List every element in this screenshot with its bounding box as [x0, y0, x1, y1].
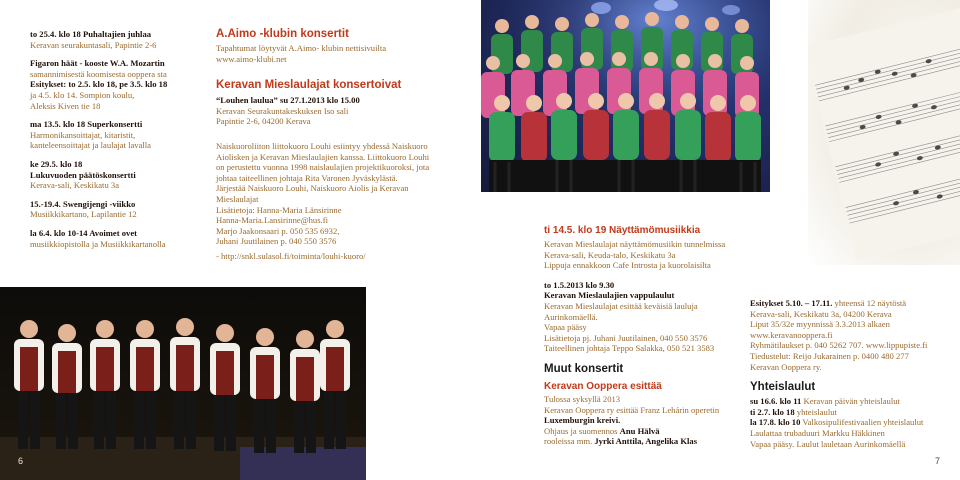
yhteislaulut-heading: Yhteislaulut — [750, 381, 816, 394]
louhen-laulua-text: “Louhen laulua” su 27.1.2013 klo 15.00 Keravan Seurakuntakeskuksen Iso sali Papintie 2-6, 04200 Kerava — [216, 95, 360, 127]
event-superkonsertti: ma 13.5. klo 18 Superkonsertti Harmonikansoittajat, kitaristit, kanteleensoittajat ja laulajat lavalla — [30, 119, 151, 151]
nayttamomusiikkia-heading: ti 14.5. klo 19 Näyttämömusiikkia — [544, 225, 701, 236]
left-event-column — [30, 29, 220, 249]
keravan-ooppera-heading: Keravan Ooppera esittää — [544, 380, 662, 392]
nayttamomusiikkia-text: Keravan Mieslaulajat näyttämömusiikin tunnelmissa Kerava-sali, Keuda-talo, Keskikatu 3a Lippuja ennakkoon Cafe Introsta ja kuorolaisilta — [544, 239, 726, 271]
ooppera-details: Esitykset 5.10. – 17.11. yhteensä 12 näytöstä Kerava-sali, Keskikatu 3a, 04200 Kerava Liput 35/32e myynnissä 3.3.2013 alkaen www.keravanooppera.fi Ryhmätilaukset p. 040 5262 707. www.lippupiste.fi Tiedustelut: Reijo Jukarainen p. 0400 480 277 Keravan Ooppera ry. — [750, 298, 928, 372]
choir-photo — [481, 0, 770, 192]
louhi-link[interactable]: - http://snkl.sulasol.fi/toiminta/louhi-kuoro/ — [216, 250, 366, 261]
yhteislaulut-list: su 16.6. klo 11 Keravan päivän yhteislaulut ti 2.7. klo 18 yhteislaulut la 17.8. klo 10 Valkosipulifestivaalien yhteislaulut Laulattaa trubaduuri Markku Häkkinen Vapaa pääsy. Laulut lauletaan Aurinkomäellä — [750, 396, 924, 449]
mieslaulajat-heading: Keravan Mieslaulajat konsertoivat — [216, 79, 402, 92]
aimo-klubi-heading: A.Aimo -klubin konsertit — [216, 28, 349, 40]
event-figaron-haat: Figaron häät - kooste W.A. Mozartin samannimisestä koomisesta ooppera sta Esitykset: to 2.5. klo 18, pe 3.5. klo 18 ja 4.5. klo 14. Sompion koulu, Aleksis Kiven tie 18 — [30, 58, 168, 111]
event-avoimet-ovet: la 6.4. klo 10-14 Avoimet ovet musiikkiopistolla ja Musiikkikartanolla — [30, 227, 166, 249]
aimo-klubi-text: Tapahtumat löytyvät A.Aimo- klubin nettisivuilta www.aimo-klubi.net — [216, 43, 387, 64]
male-choir-illustration — [0, 287, 366, 480]
event-swengijengi: 15.-19.4. Swengijengi -viikko Musiikkikartano, Lapilantie 12 — [30, 198, 137, 220]
vappulaulut-text: to 1.5.2013 klo 9.30 Keravan Mieslaulajien vappulaulut Keravan Mieslaulajat esittää keväisiä lauluja Aurinkomäellä. Vapaa pääsy Lisätietoja pj. Juhani Juutilainen, 040 550 3576 Taiteellinen johtaja Teppo Salakka, 050 521 3583 — [544, 279, 715, 354]
louhi-description: Naiskuoroliiton liittokuoro Louhi esiintyy yhdessä Naiskuoro Aiolisken ja Keravan Mieslaulajien kanssa. Liittokuoro Louhi on perustettu vuonna 1998 naislaulajien projektikuoroksi, jota johtaa taiteellinen johtaja Rita Varonen Jyväskylästä. Järjestää Naiskuoro Louhi, Naiskuoro Aiolis ja Keravan Mieslaulajat Lisätietoja: Hanna-Maria Länsirinne Hanna-Maria.Lansirinne@hus.fi Marjo Jaakonsaari p. 050 535 6932, Juhani Juutilainen p. 040 550 3576 — [216, 140, 430, 247]
sheet-music-photo — [808, 0, 960, 265]
page-number-right: 7 — [935, 456, 941, 466]
right-event-column — [544, 224, 754, 447]
event-puhaltajien-juhlaa: to 25.4. klo 18 Puhaltajien juhlaa Keravan seurakuntasali, Papintie 2-6 — [30, 29, 157, 50]
middle-event-column — [216, 27, 478, 262]
far-right-column — [750, 298, 955, 449]
male-choir-photo — [0, 287, 366, 480]
choir-photo-illustration — [481, 0, 770, 192]
muut-konsertit-heading: Muut konsertit — [544, 362, 624, 375]
event-paatoskonsertti: ke 29.5. klo 18 Lukuvuoden päätöskonsertti Kerava-sali, Keskikatu 3a — [30, 158, 136, 191]
page-number-left: 6 — [18, 456, 24, 466]
sheet-music-illustration — [808, 0, 960, 265]
keravan-ooppera-text: Tulossa syksyllä 2013 Keravan Ooppera ry esittää Franz Lehárin operetin Luxemburgin kreivi. Ohjaus ja suomennos Anu Hälvä rooleissa mm. Jyrki Anttila, Angelika Klas — [544, 393, 720, 447]
